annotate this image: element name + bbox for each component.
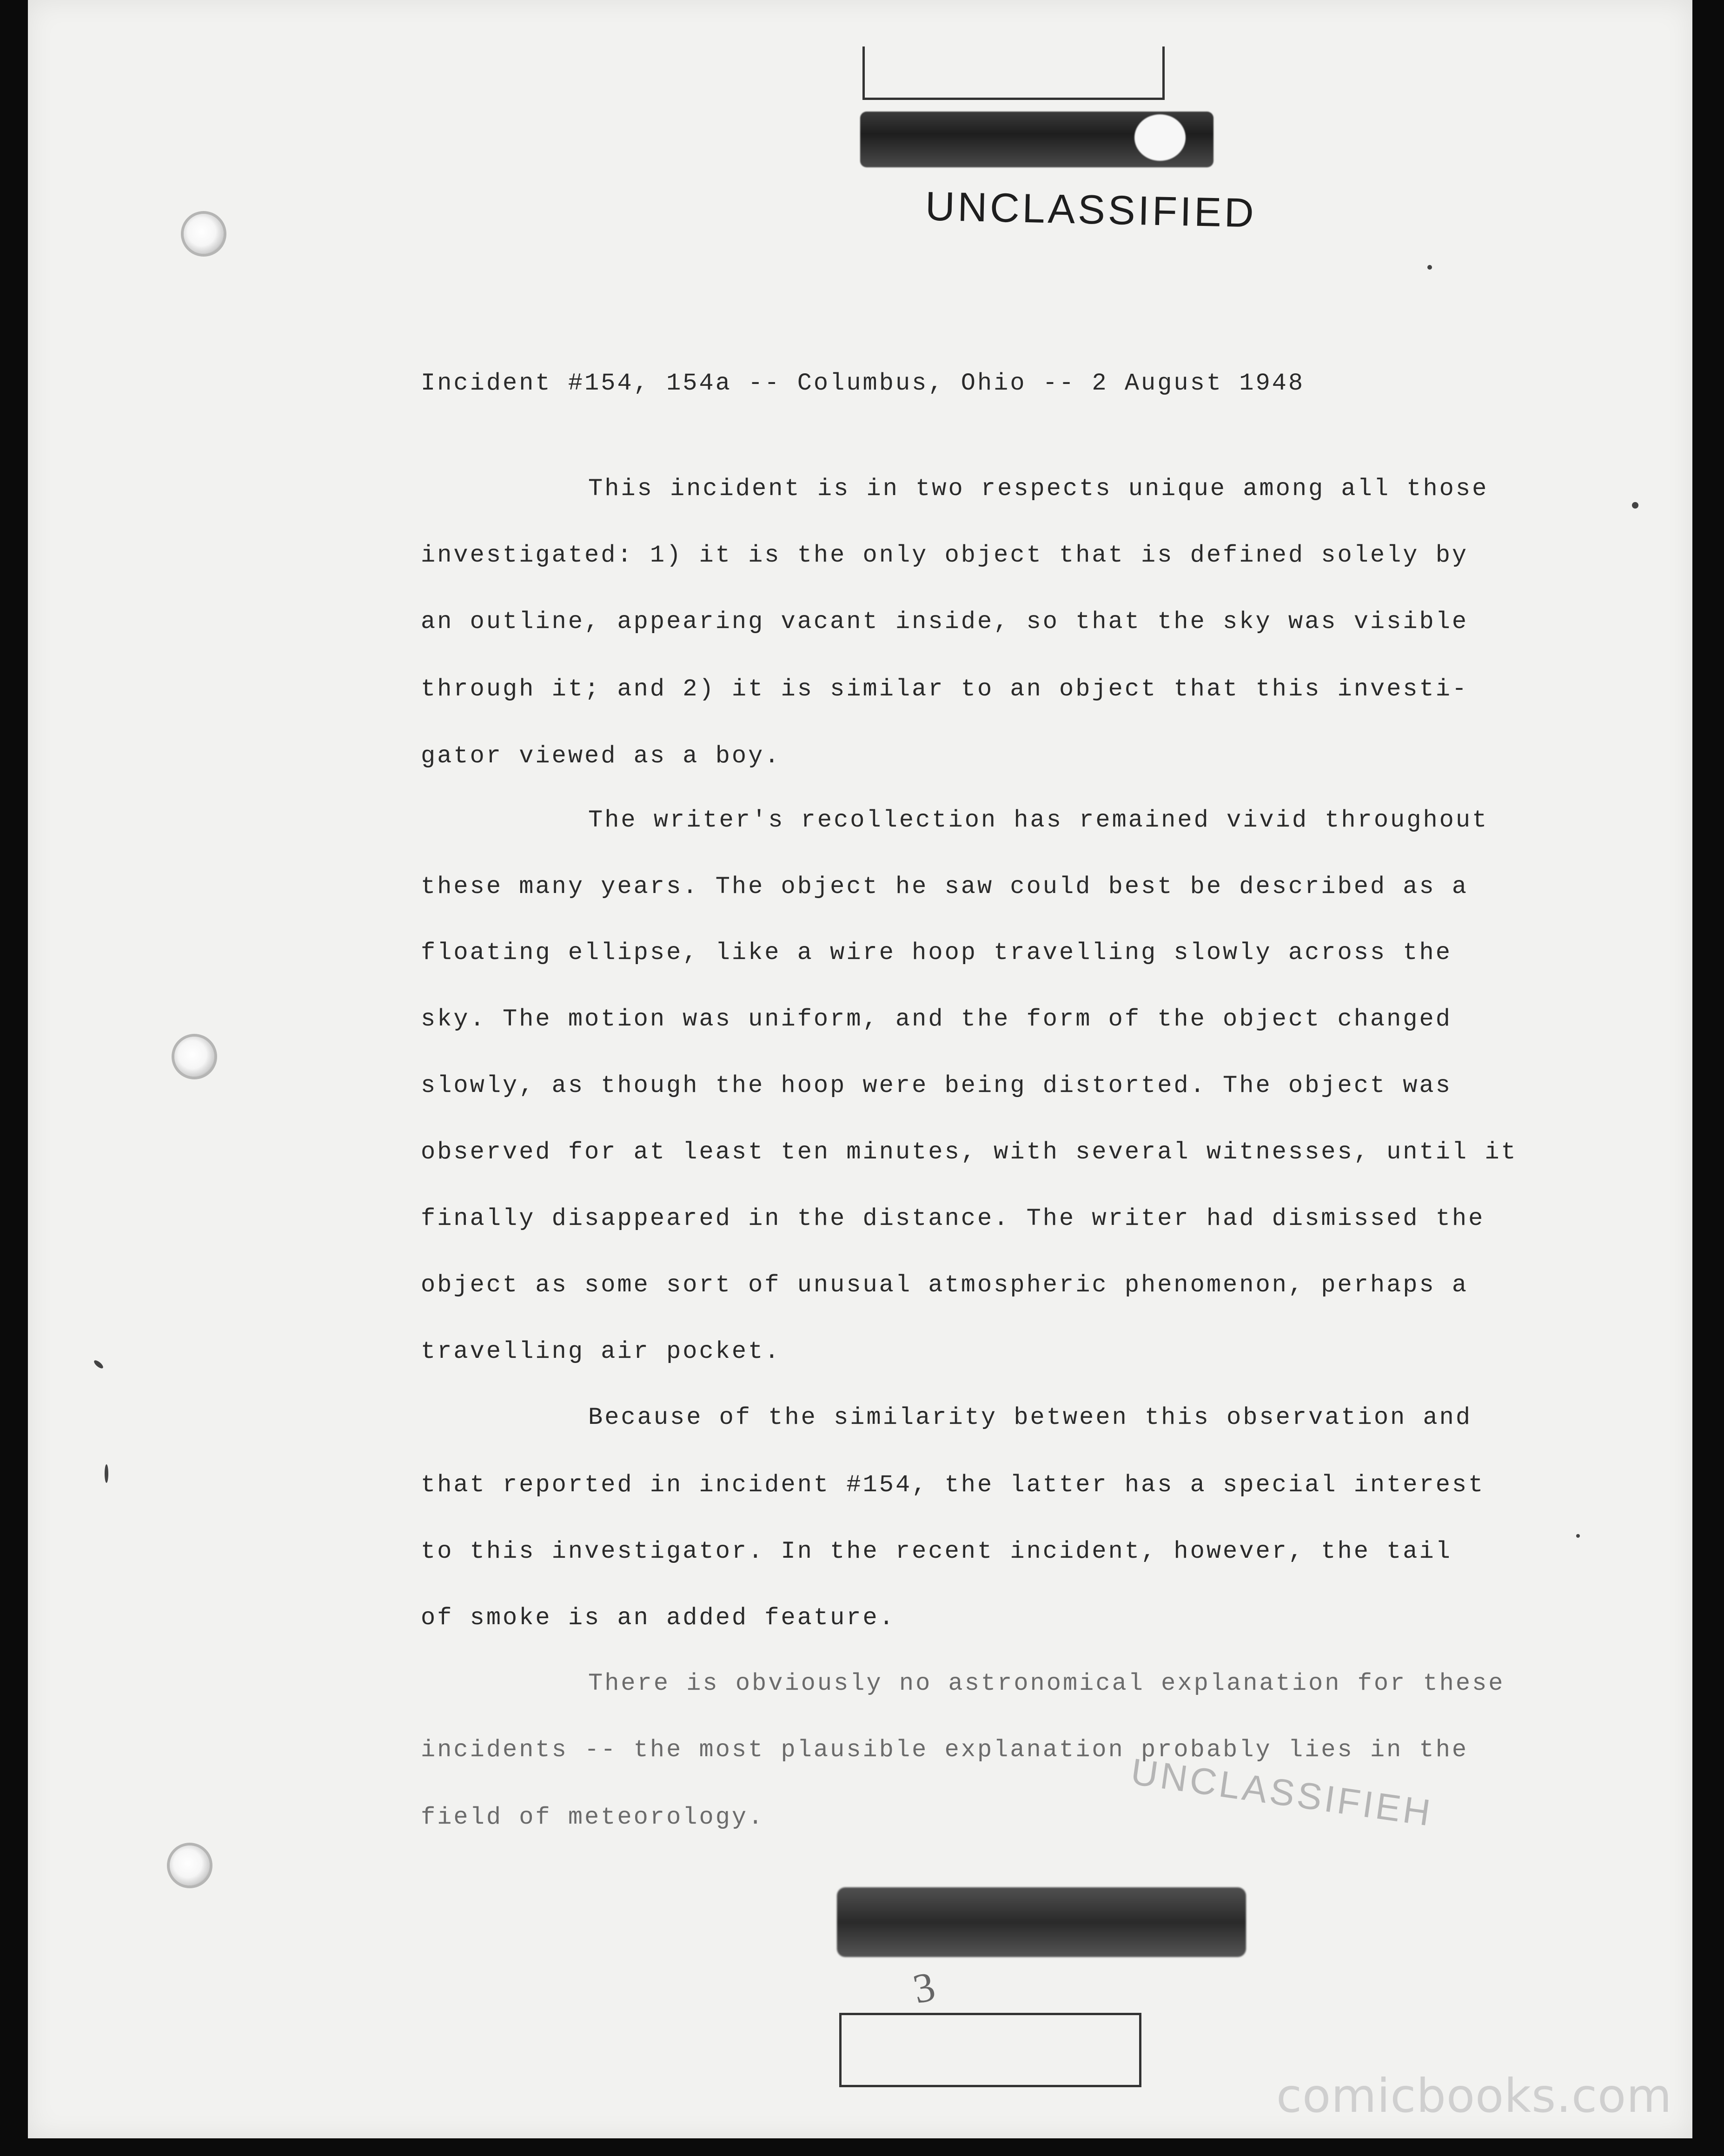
text-line: incidents -- the most plausible explanation probably lies in the [421,1736,1469,1764]
bottom-stamp-box [839,2013,1141,2087]
text-line: travelling air pocket. [421,1338,781,1365]
text-line: to this investigator. In the recent incident, however, the tail [421,1538,1452,1565]
top-redaction-bar [860,112,1213,167]
text-line: gator viewed as a boy. [421,742,781,770]
document-page [28,0,1692,2138]
text-line: finally disappeared in the distance. The writer had dismissed the [421,1205,1485,1232]
text-line: through it; and 2) it is similar to an object that this investi- [421,675,1469,703]
text-line: field of meteorology. [421,1804,765,1831]
document-title: Incident #154, 154a -- Columbus, Ohio -- 2 August 1948 [421,370,1305,397]
bottom-redaction-bar [837,1887,1246,1957]
punch-hole-top [184,214,224,254]
text-line: investigated: 1) it is the only object that is defined solely by [421,542,1469,569]
text-line: sky. The motion was uniform, and the form of the object changed [421,1005,1452,1033]
unclassified-stamp-bottom: UNCLASSIFIEH [1128,1750,1436,1834]
text-line: that reported in incident #154, the latter has a special interest [421,1471,1485,1499]
text-line: observed for at least ten minutes, with several witnesses, until it [421,1138,1518,1166]
site-watermark: comicbooks.com [1276,2069,1672,2123]
text-line: object as some sort of unusual atmospheric phenomenon, perhaps a [421,1271,1469,1299]
unclassified-stamp-top: UNCLASSIFIED [925,183,1257,236]
punch-hole-bottom [170,1845,210,1885]
page-number: 3 [909,1963,939,2013]
top-stamp-box [862,46,1165,100]
text-line: these many years. The object he saw could best be described as a [421,873,1469,900]
punch-hole-middle [174,1037,214,1077]
text-line: This incident is in two respects unique among all those [588,475,1489,503]
text-line: an outline, appearing vacant inside, so that the sky was visible [421,608,1469,635]
text-line: slowly, as though the hoop were being distorted. The object was [421,1072,1452,1099]
text-line: of smoke is an added feature. [421,1604,895,1632]
text-line: The writer's recollection has remained vivid throughout [588,807,1489,834]
text-line: Because of the similarity between this observation and [588,1404,1472,1431]
text-line: There is obviously no astronomical explanation for these [588,1670,1505,1697]
text-line: floating ellipse, like a wire hoop travelling slowly across the [421,939,1452,966]
